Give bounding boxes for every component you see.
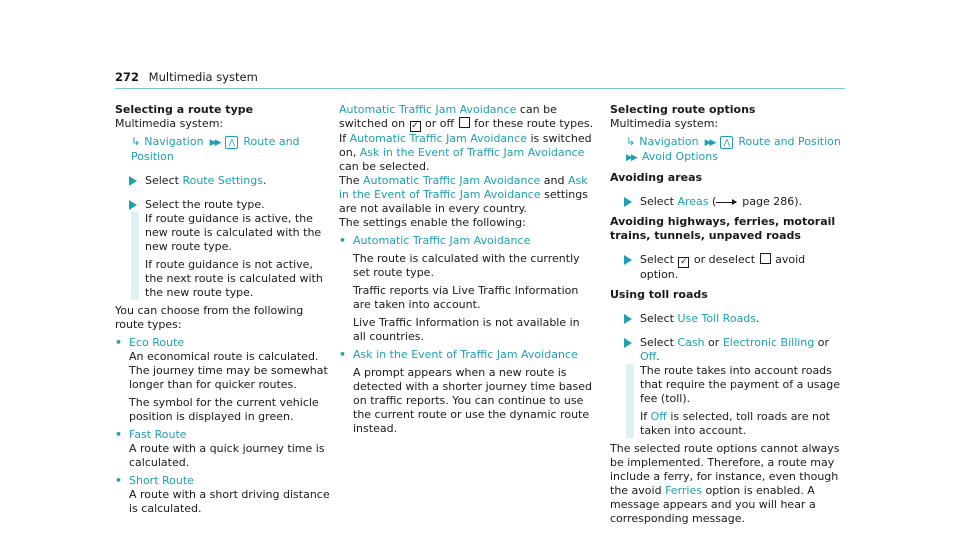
paragraph-availability: The Automatic Traffic Jam Avoidance and Ask in the Event of Traffic Jam Avoidance settings are not available in every country. bbox=[339, 174, 588, 215]
checkbox-empty-icon bbox=[760, 253, 771, 264]
sub-heading-areas: Avoiding areas bbox=[610, 171, 703, 184]
bullet-icon: • bbox=[115, 336, 123, 349]
step-arrow-icon bbox=[624, 197, 632, 207]
checkbox-checked-icon: ✓ bbox=[411, 121, 419, 131]
step-avoid-option: Select ✓ or deselect avoid option. bbox=[610, 253, 846, 282]
list-item-eco bbox=[115, 336, 330, 350]
double-chevron-icon: ▶▶ bbox=[209, 138, 220, 148]
step-toll: Select Use Toll Roads. bbox=[610, 312, 846, 326]
heading-route-options: Selecting route options bbox=[610, 103, 756, 116]
auto-jam-link[interactable]: Automatic Traffic Jam Avoidance bbox=[339, 103, 517, 116]
result-bar bbox=[626, 364, 634, 438]
step-select-type: Select the route type. bbox=[115, 198, 330, 212]
double-chevron-icon: ▶▶ bbox=[704, 138, 715, 148]
bullet-icon: • bbox=[115, 428, 123, 441]
header-rule bbox=[115, 88, 845, 89]
step-arrow-icon bbox=[624, 338, 632, 348]
path-arrow-icon: ↳ bbox=[131, 135, 141, 148]
short-route-label[interactable]: Short Route bbox=[129, 474, 194, 487]
column-left: Selecting a route type Multimedia system: ↳ Navigation ▶▶ ⋀ Route and Position Select Route Settings. Select the route type. If route guidance is active, the new route is calculated with the new route type. If route guidance is not active, the next route is calculated with the new route type. You can choose from the following route types: • Eco Route An economical route is calculated. The journey time may be somewhat longer than for quicker routes. The symbol for the current vehicle position is displayed in green. • Fast Route A route with a quick journey time is calculated. • Short Route A route with a short driving distance is calculated. bbox=[115, 103, 330, 515]
column-middle: Automatic Traffic Jam Avoidance can be switched on ✓ or off for these route types. If Automatic Traffic Jam Avoidance is switched on, Ask in the Event of Traffic Jam Avoidance can be selected. The Automatic Traffic Jam Avoidance and Ask in the Event of Traffic Jam Avoidance settings are not available in every country. The settings enable the following: • Automatic Traffic Jam Avoidance The route is calculated with the currently set route type. Traffic reports via Live Traffic Information are taken into account. Live Traffic Information is not available in all countries. • Ask in the Event of Traffic Jam Avoidance A prompt appears when a new route is detected with a shorter journey time based on traffic reports. You can continue to use the current route or use the dynamic route instead. bbox=[339, 103, 594, 435]
bullet-icon: • bbox=[339, 348, 347, 361]
column-right bbox=[610, 103, 846, 526]
step-result: The route takes into account roads that require the payment of a usage fee (toll). If Off is selected, toll roads are not taken into account. bbox=[610, 364, 846, 438]
page-ref-arrow-icon bbox=[716, 202, 736, 203]
navigation-symbol-icon: ⋀ bbox=[225, 136, 238, 149]
list-item-short bbox=[115, 474, 330, 488]
system-label: Multimedia system: bbox=[115, 117, 224, 130]
list-item-fast bbox=[115, 428, 330, 442]
checkbox-checked-icon: ✓ bbox=[680, 257, 688, 267]
choose-text: You can choose from the following route types: bbox=[115, 304, 304, 331]
step-arrow-icon bbox=[624, 255, 632, 265]
paragraph-if-on: If Automatic Traffic Jam Avoidance is switched on, Ask in the Event of Traffic Jam Avoidance can be selected. bbox=[339, 132, 592, 173]
paragraph-final: The selected route options cannot always be implemented. Therefore, a route may include a ferry, for instance, even though the avoid Ferries option is enabled. A message appears and you will hear a corresponding message. bbox=[610, 442, 840, 525]
step-result: If route guidance is active, the new route is calculated with the new route type. If route guidance is not active, the next route is calculated with the new route type. bbox=[115, 212, 330, 300]
fast-route-label[interactable]: Fast Route bbox=[129, 428, 187, 441]
eco-route-label[interactable]: Eco Route bbox=[129, 336, 185, 349]
page-header bbox=[115, 70, 258, 84]
sub-heading-toll: Using toll roads bbox=[610, 288, 708, 301]
checkbox-empty-icon bbox=[459, 117, 470, 128]
route-settings-link[interactable]: Route Settings bbox=[182, 174, 263, 187]
path-navigation[interactable]: Navigation bbox=[144, 135, 204, 148]
step-payment: Select Cash or Electronic Billing or Off. bbox=[610, 336, 846, 364]
page-number: 272 bbox=[115, 70, 140, 84]
navigation-symbol-icon: ⋀ bbox=[720, 136, 733, 149]
menu-path: ↳ Navigation ▶▶ ⋀ Route and Position bbox=[626, 135, 841, 148]
bullet-icon: • bbox=[339, 234, 347, 247]
path-route-position[interactable]: Route and Position bbox=[131, 135, 300, 163]
list-item-auto-jam: • Automatic Traffic Jam Avoidance bbox=[339, 234, 531, 247]
system-label: Multimedia system: bbox=[610, 117, 719, 130]
sub-heading-highways: Avoiding highways, ferries, motorail trains, tunnels, unpaved roads bbox=[610, 215, 836, 242]
list-item-ask-jam: • Ask in the Event of Traffic Jam Avoidance bbox=[339, 348, 578, 361]
path-arrow-icon: ↳ bbox=[626, 135, 636, 148]
bullet-icon: • bbox=[115, 474, 123, 487]
step-arrow-icon bbox=[129, 200, 137, 210]
step-select-settings: Select Route Settings. bbox=[115, 174, 330, 188]
step-arrow-icon bbox=[129, 176, 137, 186]
result-bar bbox=[131, 212, 139, 300]
paragraph-enable: The settings enable the following: bbox=[339, 216, 526, 229]
section-title: Multimedia system bbox=[148, 70, 258, 84]
double-chevron-icon: ▶▶ bbox=[626, 153, 636, 163]
step-arrow-icon bbox=[624, 314, 632, 324]
paragraph-switch: Automatic Traffic Jam Avoidance can be switched on ✓ or off for these route types. bbox=[339, 103, 594, 131]
menu-path bbox=[115, 135, 330, 164]
step-areas: Select Areas ( page 286). bbox=[610, 195, 846, 209]
heading-route-type: Selecting a route type bbox=[115, 103, 254, 116]
menu-path-avoid: ▶▶ Avoid Options bbox=[626, 150, 718, 163]
